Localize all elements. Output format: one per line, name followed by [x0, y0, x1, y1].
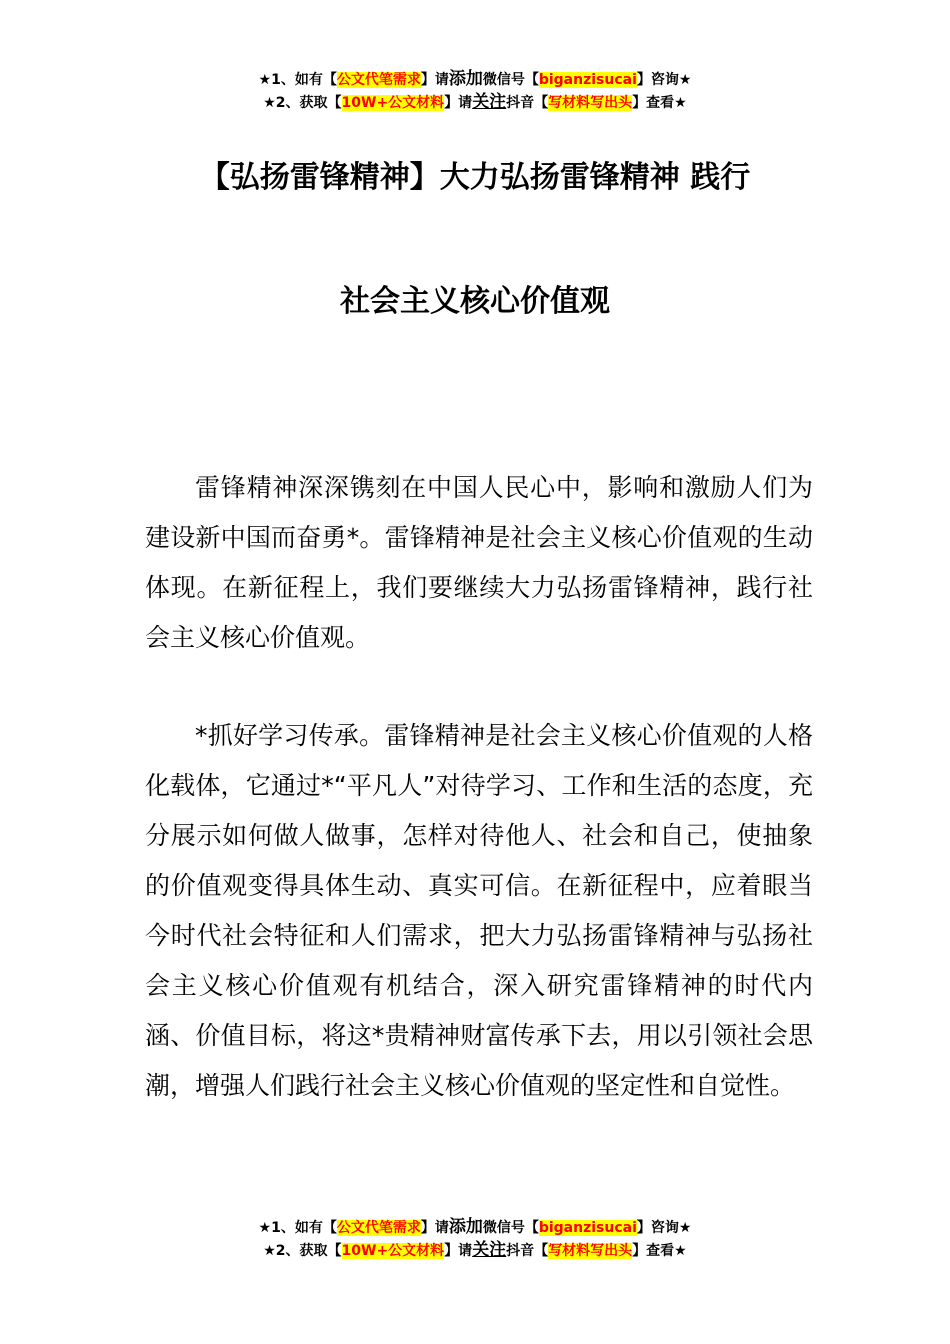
footer-banner — [0, 1216, 950, 1262]
banner-text: 】请 — [420, 72, 449, 88]
banner-text: 】查看★ — [632, 95, 687, 111]
header-banner — [0, 68, 950, 114]
banner-line-2 — [0, 1239, 950, 1262]
highlight-materials: 10W+公文材料 — [341, 95, 445, 111]
banner-text: 抖音【 — [506, 1243, 549, 1259]
paragraph-intro: 雷锋精神深深镌刻在中国人民心中，影响和激励人们为建设新中国而奋勇*。雷锋精神是社会主义核心价值观的生动体现。在新征程上，我们要继续大力弘扬雷锋精神，践行社会主义核心价值观。 — [145, 473, 813, 652]
document-title-line-1: 【弘扬雷锋精神】大力弘扬雷锋精神 践行 — [199, 160, 751, 195]
banner-text: 】咨询★ — [636, 1220, 692, 1236]
banner-emphasis: 添加 — [448, 69, 483, 89]
highlight-douyin: 写材料写出头 — [548, 95, 633, 111]
banner-text: 】咨询★ — [636, 72, 692, 88]
banner-text: ★2、获取【 — [263, 1243, 342, 1259]
banner-emphasis: 关注 — [472, 1240, 507, 1260]
highlight-wechat-id: biganzisucai — [538, 72, 637, 88]
highlight-wechat-id: biganzisucai — [538, 1220, 637, 1236]
banner-text: 】请 — [420, 1220, 449, 1236]
paragraph-study-inherit: *抓好学习传承。雷锋精神是社会主义核心价值观的人格化载体，它通过*“平凡人”对待学习、工作和生活的态度，充分展示如何做人做事，怎样对待他人、社会和自己，使抽象的价值观变得具体生动、真实可信。在新征程中，应着眼当今时代社会特征和人们需求，把大力弘扬雷锋精神与弘扬社会主义核心价值观有机结合，深入研究雷锋精神的时代内涵、价值目标，将这*贵精神财富传承下去，用以引领社会思潮，增强人们践行社会主义核心价值观的坚定性和自觉性。 — [145, 721, 813, 1100]
banner-emphasis: 添加 — [448, 1217, 483, 1237]
banner-emphasis: 关注 — [472, 92, 507, 112]
highlight-service: 公文代笔需求 — [336, 1220, 421, 1236]
document-title-line-2: 社会主义核心价值观 — [340, 284, 610, 319]
banner-text: 抖音【 — [506, 95, 549, 111]
banner-text: 】查看★ — [632, 1243, 687, 1259]
highlight-douyin: 写材料写出头 — [548, 1243, 633, 1259]
banner-text: ★1、如有【 — [258, 1220, 337, 1236]
banner-text: 】请 — [444, 1243, 473, 1259]
banner-line-2 — [0, 91, 950, 114]
highlight-service: 公文代笔需求 — [336, 72, 421, 88]
highlight-materials: 10W+公文材料 — [341, 1243, 445, 1259]
banner-text: 微信号【 — [482, 72, 539, 88]
banner-line-1 — [0, 1216, 950, 1239]
banner-text: ★1、如有【 — [258, 72, 337, 88]
banner-line-1 — [0, 68, 950, 91]
banner-text: 】请 — [444, 95, 473, 111]
banner-text: ★2、获取【 — [263, 95, 342, 111]
banner-text: 微信号【 — [482, 1220, 539, 1236]
document-body — [145, 463, 813, 1111]
